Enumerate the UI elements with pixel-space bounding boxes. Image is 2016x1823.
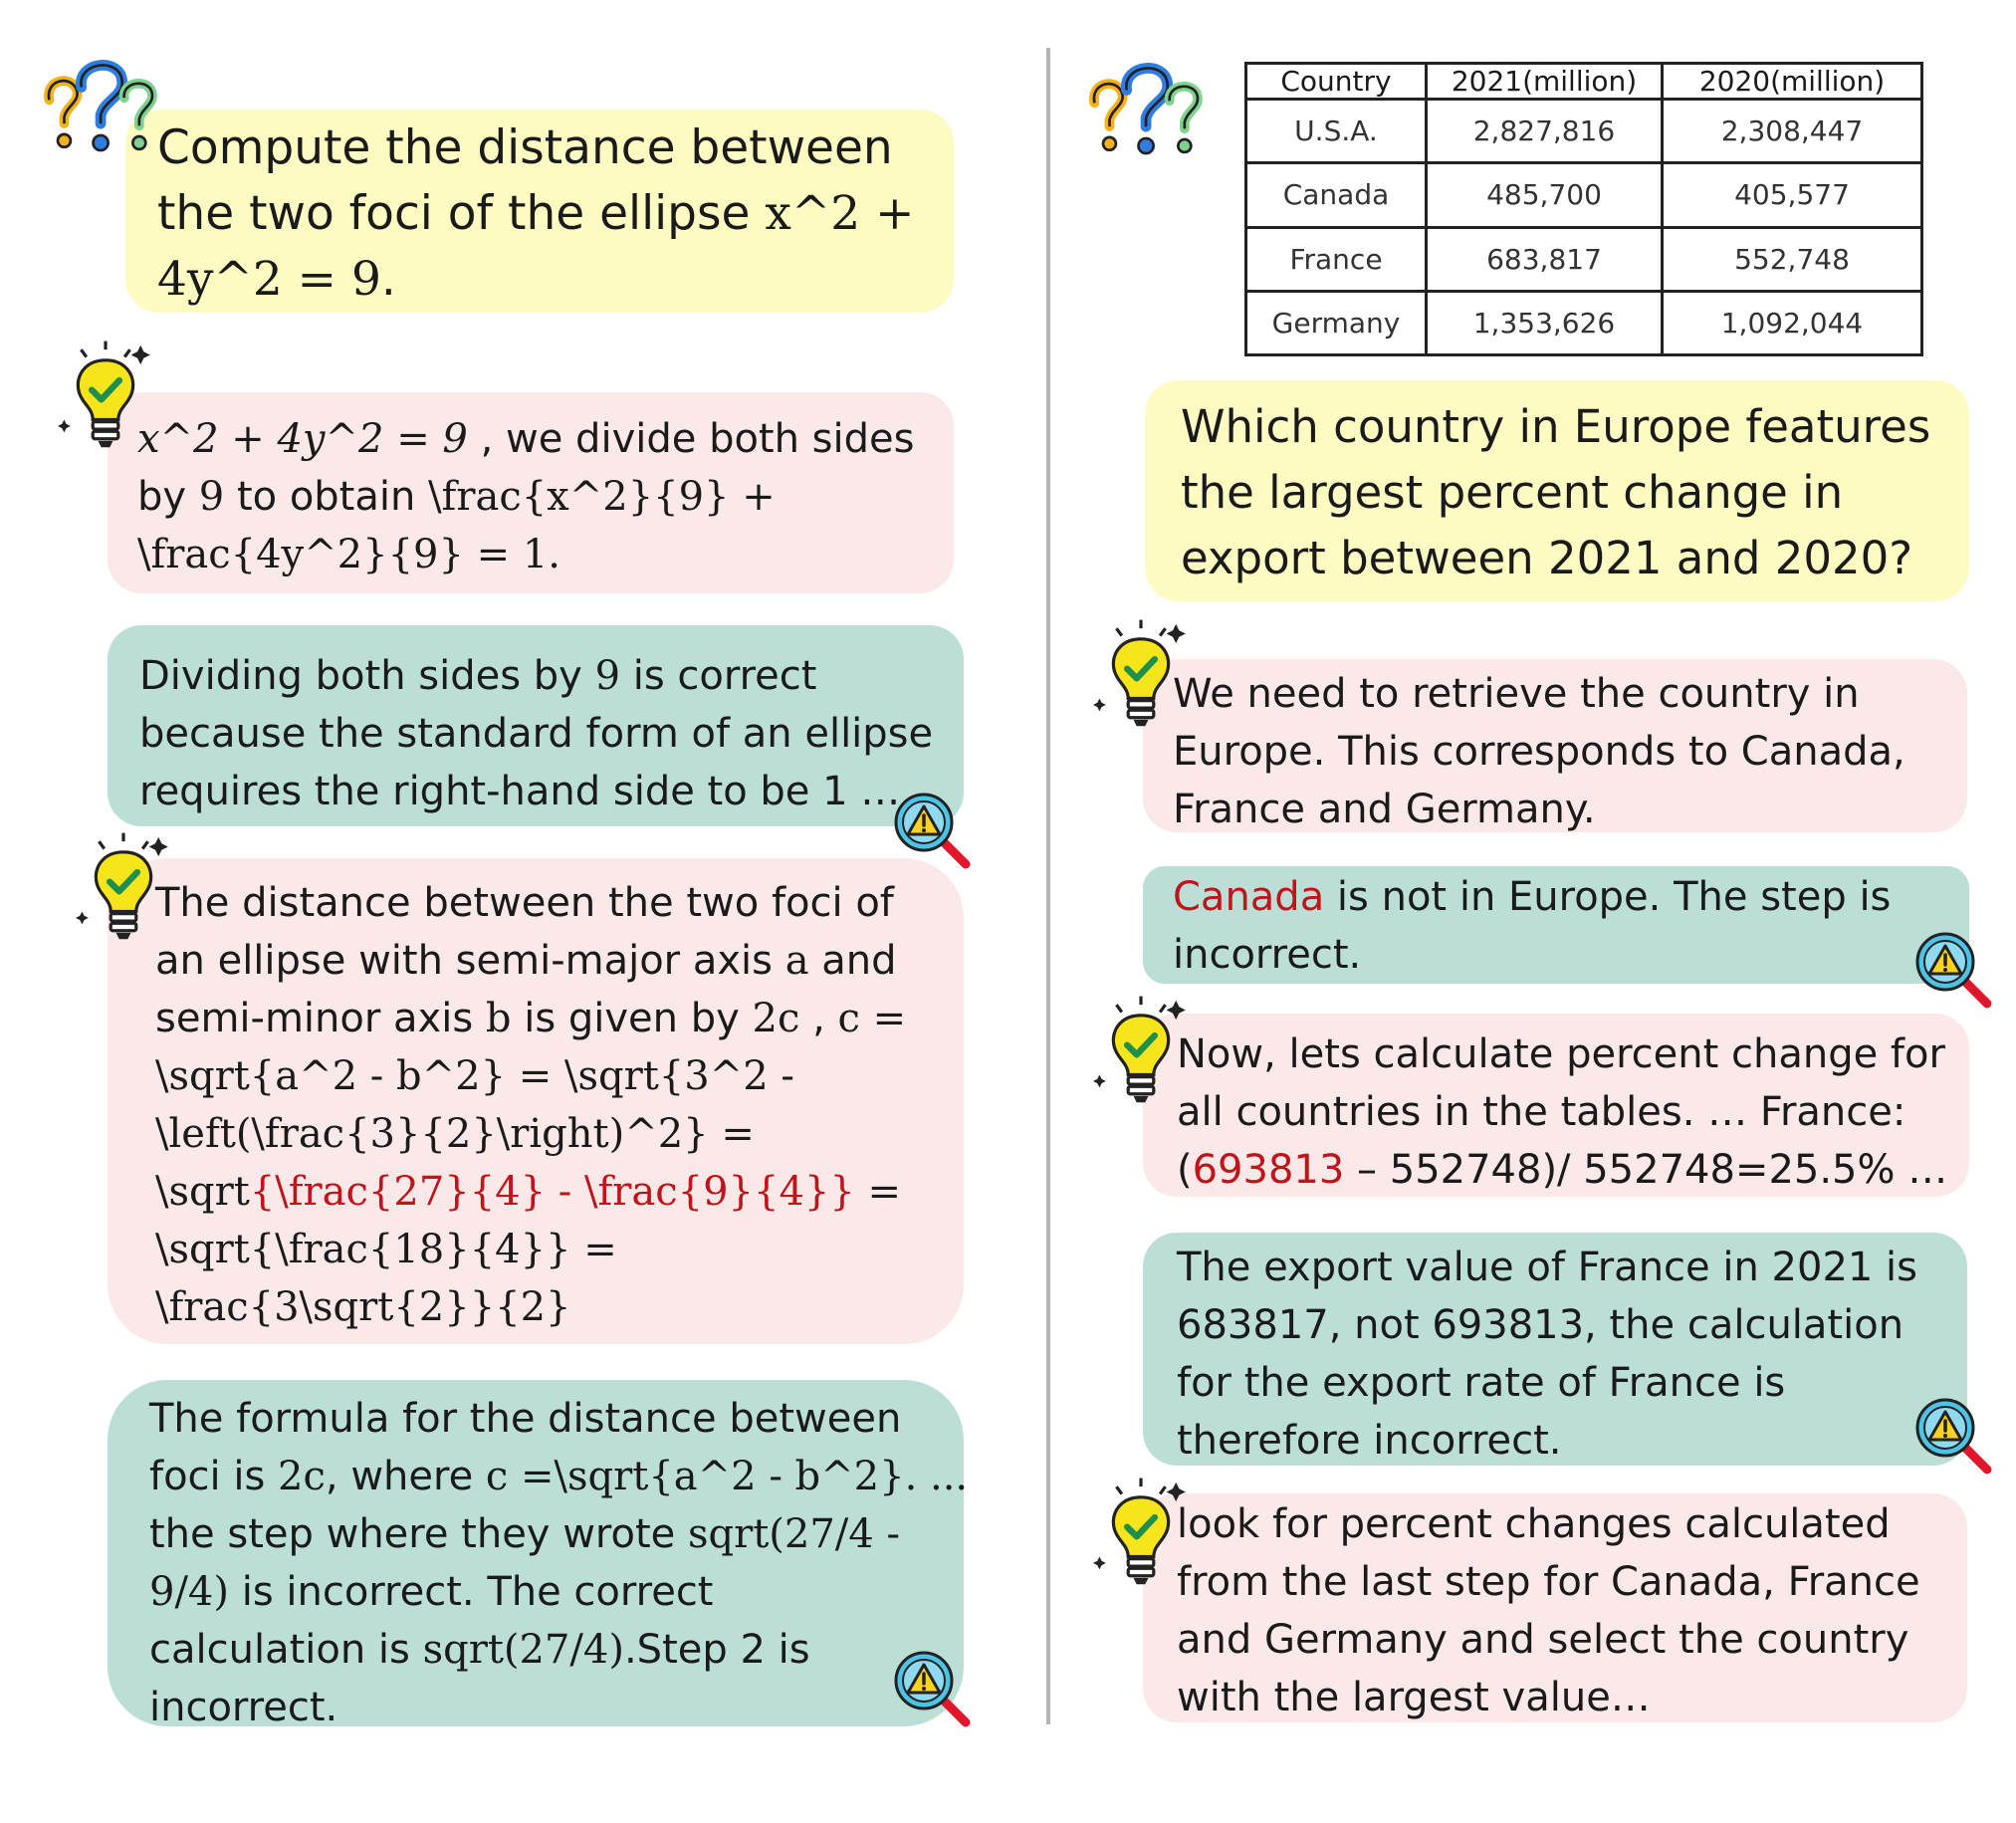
right-step1-line1: We need to retrieve the country in — [1173, 671, 1860, 717]
table-row — [1246, 291, 1922, 354]
right-step2-box — [1143, 1014, 1969, 1197]
error-highlight-value: 693813 — [1192, 1147, 1345, 1193]
right-step1-line3: France and Germany. — [1173, 787, 1596, 832]
right-verify1-line1: Canada is not in Europe. The step is — [1173, 874, 1892, 920]
left-step1-line2: by 9 to obtain \frac{x^2}{9} + — [137, 474, 776, 520]
left-step2-line7: \sqrt{\frac{18}{4}} = — [155, 1227, 617, 1272]
left-verify1-line1: Dividing both sides by 9 is correct — [139, 653, 817, 699]
table-cell: 552,748 — [1663, 227, 1922, 291]
error-highlight-canada: Canada — [1173, 874, 1325, 920]
table-cell: 2,827,816 — [1427, 100, 1663, 163]
table-row — [1246, 227, 1922, 291]
table-header-row — [1246, 64, 1922, 100]
left-step2-line8: \frac{3\sqrt{2}}{2} — [155, 1284, 571, 1330]
right-step3-line3: and Germany and select the country — [1177, 1617, 1909, 1663]
left-verify1-box — [108, 625, 964, 826]
right-step3-line2: from the last step for Canada, France — [1177, 1559, 1920, 1605]
left-verify2-line2: foci is 2c, where c =\sqrt{a^2 - b^2}. ... — [149, 1454, 969, 1499]
right-verify2-line4: therefore incorrect. — [1177, 1418, 1562, 1464]
table-header-cell: 2021(million) — [1427, 64, 1663, 100]
lightbulb-check-icon — [1093, 615, 1189, 733]
left-verify1-line2: because the standard form of an ellipse — [139, 711, 934, 757]
magnifier-warning-icon — [1913, 1396, 1993, 1476]
right-verify2-line1: The export value of France in 2021 is — [1177, 1245, 1918, 1290]
table-cell: 1,092,044 — [1663, 291, 1922, 354]
question-marks-icon — [1075, 58, 1215, 165]
table-cell: France — [1246, 227, 1427, 291]
table-cell: 683,817 — [1427, 227, 1663, 291]
lightbulb-check-icon — [76, 828, 171, 946]
question-marks-icon — [30, 55, 169, 162]
right-verify1-line2: incorrect. — [1173, 932, 1362, 978]
lightbulb-check-icon — [1093, 1474, 1189, 1591]
table-cell: Germany — [1246, 291, 1427, 354]
right-question-line3: export between 2021 and 2020? — [1181, 532, 1913, 584]
left-step1-line1: x^2 + 4y^2 = 9 , we divide both sides — [137, 416, 915, 462]
left-step2-error-expression: {\frac{27}{4} - \frac{9}{4}} — [249, 1169, 855, 1215]
left-question-line3: 4y^2 = 9. — [157, 252, 396, 307]
table-header-cell: Country — [1246, 64, 1427, 100]
left-verify2-line1: The formula for the distance between — [149, 1396, 902, 1442]
left-step2-line2: an ellipse with semi-major axis a and — [155, 938, 897, 984]
left-step2-line1: The distance between the two foci of — [155, 880, 894, 926]
right-step3-line1: look for percent changes calculated — [1177, 1501, 1891, 1547]
left-verify2-line6: incorrect. — [149, 1685, 338, 1730]
left-verify2-line3: the step where they wrote sqrt(27/4 - — [149, 1511, 900, 1557]
left-step2-line3: semi-minor axis b is given by 2c , c = — [155, 996, 907, 1041]
right-verify2-line2: 683817, not 693813, the calculation — [1177, 1302, 1904, 1348]
table-cell: U.S.A. — [1246, 100, 1427, 163]
column-divider — [1046, 48, 1050, 1724]
right-verify2-box — [1143, 1233, 1967, 1466]
left-question-box — [125, 110, 954, 313]
export-data-table — [1244, 62, 1923, 356]
table-cell: 1,353,626 — [1427, 291, 1663, 354]
lightbulb-check-icon — [1093, 992, 1189, 1109]
left-step2-box — [108, 858, 964, 1344]
magnifier-warning-icon — [1913, 930, 1993, 1010]
left-verify2-line4: 9/4) is incorrect. The correct — [149, 1569, 714, 1615]
left-step2-line6: \sqrt{\frac{27}{4} - \frac{9}{4}} = — [155, 1169, 902, 1215]
right-step3-box — [1143, 1493, 1967, 1722]
right-step3-line4: with the largest value… — [1177, 1675, 1651, 1720]
table-row — [1246, 163, 1922, 227]
right-verify1-box — [1143, 866, 1969, 984]
left-step2-line5: \left(\frac{3}{2}\right)^2} = — [155, 1111, 755, 1157]
left-step1-line3: \frac{4y^2}{9} = 1. — [137, 532, 561, 577]
table-cell: 2,308,447 — [1663, 100, 1922, 163]
left-question-line2: the two foci of the ellipse x^2 + — [157, 186, 915, 241]
right-step1-box — [1143, 659, 1967, 832]
right-step1-line2: Europe. This corresponds to Canada, — [1173, 729, 1905, 775]
table-row — [1246, 100, 1922, 163]
right-step2-line2: all countries in the tables. … France: — [1177, 1089, 1906, 1135]
left-question-line1: Compute the distance between — [157, 120, 893, 175]
right-question-line2: the largest percent change in — [1181, 466, 1844, 519]
left-step1-box — [108, 392, 954, 593]
right-question-box — [1145, 380, 1969, 601]
left-verify2-box — [108, 1380, 969, 1730]
left-verify2-line5: calculation is sqrt(27/4).Step 2 is — [149, 1627, 810, 1673]
right-step2-line3: (693813 – 552748)/ 552748=25.5% … — [1177, 1147, 1948, 1193]
table-cell: Canada — [1246, 163, 1427, 227]
left-step2-line4: \sqrt{a^2 - b^2} = \sqrt{3^2 - — [155, 1053, 794, 1099]
right-question-line1: Which country in Europe features — [1181, 400, 1931, 453]
left-verify1-line3: requires the right-hand side to be 1 … — [139, 769, 901, 814]
lightbulb-check-icon — [58, 337, 153, 454]
right-step2-line1: Now, lets calculate percent change for — [1177, 1031, 1945, 1077]
table-cell: 405,577 — [1663, 163, 1922, 227]
magnifier-warning-icon — [892, 1649, 972, 1728]
table-cell: 485,700 — [1427, 163, 1663, 227]
table-header-cell: 2020(million) — [1663, 64, 1922, 100]
right-verify2-line3: for the export rate of France is — [1177, 1360, 1786, 1406]
